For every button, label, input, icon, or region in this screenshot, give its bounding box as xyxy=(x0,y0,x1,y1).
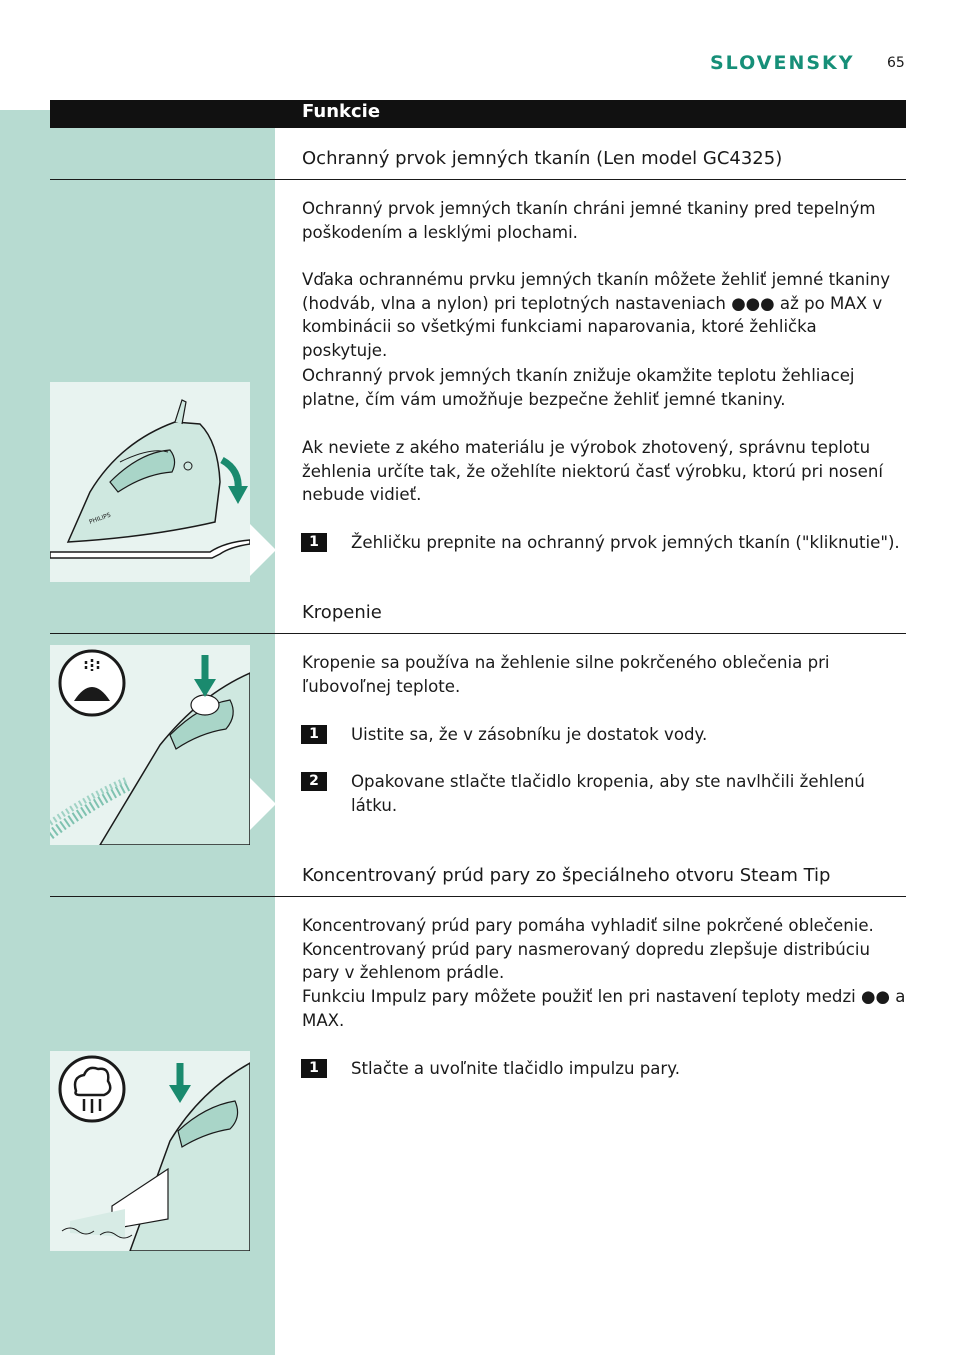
step-number: 2 xyxy=(301,772,327,791)
delicate-fabric-heading: Ochranný prvok jemných tkanín (Len model GC4325) xyxy=(302,148,783,169)
steam-tip-rule xyxy=(50,896,906,897)
delicate-fabric-rule xyxy=(50,179,906,180)
step-number: 1 xyxy=(301,725,327,744)
steam-tip-paragraph-1: Koncentrovaný prúd pary pomáha vyhladiť silne pokrčené oblečenie. Koncentrovaný prúd pary nasmerovaný dopredu zlepšuje distribúciu pary v žehlenom prádle. Funkciu Impulz pary môžete použiť len pri nastavení teploty medzi ●● a MAX. xyxy=(302,916,906,1030)
step-number: 1 xyxy=(301,1059,327,1078)
section-header-bar xyxy=(50,100,906,128)
steam-tip-heading: Koncentrovaný prúd pary zo špeciálneho otvoru Steam Tip xyxy=(302,865,831,886)
page-number: 65 xyxy=(887,55,905,71)
step-text: Stlačte a uvoľnite tlačidlo impulzu pary. xyxy=(351,1059,680,1078)
section-title: Funkcie xyxy=(302,101,381,122)
step-text: Žehličku prepnite na ochranný prvok jemných tkanín ("kliknutie"). xyxy=(351,533,900,552)
illustration-pointer xyxy=(250,524,276,576)
spray-heading: Kropenie xyxy=(302,602,382,623)
iron-brand-label: PHILIPS xyxy=(88,511,112,526)
iron-steam-tip-illustration xyxy=(50,1051,250,1251)
delicate-fabric-paragraph-3: Ochranný prvok jemných tkanín znižuje okamžite teplotu žehliacej platne, čím vám umožňuje bezpečne žehliť jemné tkaniny. xyxy=(302,366,855,409)
step-text: Opakovane stlačte tlačidlo kropenia, aby ste navlhčili žehlenú látku. xyxy=(351,772,865,815)
delicate-fabric-paragraph-2: Vďaka ochrannému prvku jemných tkanín môžete žehliť jemné tkaniny (hodváb, vlna a nylon) pri teplotných nastaveniach ●●● až po MAX v kombinácii so všetkými funkciami naparovania, ktoré žehlička poskytuje. xyxy=(302,270,891,361)
iron-spray-illustration xyxy=(50,645,250,845)
iron-front-icon xyxy=(100,673,250,845)
spray-paragraph-1: Kropenie sa používa na žehlenie silne pokrčeného oblečenia pri ľubovoľnej teplote. xyxy=(302,653,830,696)
illustration-pointer xyxy=(250,778,276,830)
iron-delicate-illustration xyxy=(50,382,250,582)
delicate-fabric-paragraph-4: Ak neviete z akého materiálu je výrobok zhotovený, správnu teplotu žehlenia určíte tak, že ožehlíte niektorú časť výrobku, ktorú pri nosení nebude vidieť. xyxy=(302,438,884,505)
spray-rule xyxy=(50,633,906,634)
delicate-fabric-paragraph-1: Ochranný prvok jemných tkanín chráni jemné tkaniny pred tepelným poškodením a lesklými plochami. xyxy=(302,199,876,242)
iron-side-icon xyxy=(50,382,250,582)
step-number: 1 xyxy=(301,533,327,552)
language-label: SLOVENSKY xyxy=(710,52,855,74)
step-text: Uistite sa, že v zásobníku je dostatok vody. xyxy=(351,725,708,744)
